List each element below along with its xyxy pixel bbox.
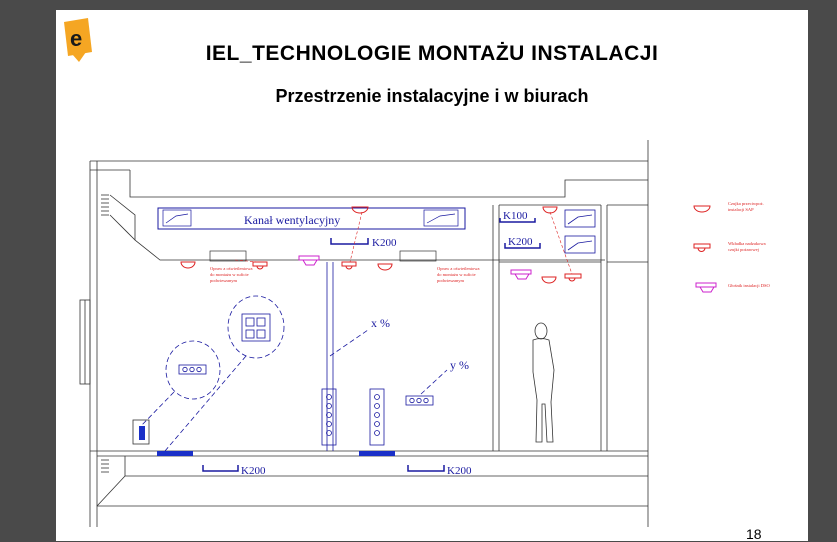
- detector-base-icon: [342, 262, 356, 269]
- speaker-icon: [696, 283, 716, 292]
- svg-text:Czujka przeciwpoż.: Czujka przeciwpoż.: [728, 201, 764, 206]
- speaker-icon: [299, 256, 319, 265]
- tray-label-k200-room: K200: [508, 236, 533, 248]
- room-grilles: [565, 210, 595, 253]
- socket-box-icons: [133, 314, 433, 445]
- tray-label-k200-ceiling: K200: [372, 237, 397, 249]
- ventilation-duct: [158, 208, 465, 229]
- support-column: [327, 262, 333, 451]
- duct-label: Kanał wentylacyjny: [244, 213, 341, 227]
- x-percent-label: x %: [371, 316, 390, 330]
- dso-speakers: [299, 256, 531, 279]
- svg-text:podwieszanym: podwieszanym: [437, 278, 464, 283]
- svg-text:podwieszanym: podwieszanym: [210, 278, 237, 283]
- svg-text:instalacji SAP: instalacji SAP: [728, 207, 754, 212]
- detector-base-icon: [565, 274, 581, 281]
- svg-text:Głośnik instalacji DSO: Głośnik instalacji DSO: [728, 283, 770, 288]
- tray-label-k200-floor-right: K200: [447, 465, 472, 477]
- page-title: IEL_TECHNOLOGIE MONTAŻU INSTALACJI: [205, 42, 659, 65]
- support-note-right: [437, 266, 480, 283]
- legend-item-smoke-detector: [694, 201, 764, 212]
- floor-box-right: [359, 451, 395, 456]
- legend: [694, 201, 770, 292]
- legend-item-detector-base: [694, 241, 766, 252]
- tray-label-k100: K100: [503, 210, 528, 222]
- svg-text:Opraw a oświetleniowa: Opraw a oświetleniowa: [437, 266, 480, 271]
- socket-callouts: [140, 296, 447, 451]
- svg-text:do montażu w suficie: do montażu w suficie: [210, 272, 249, 277]
- cable-trays: [203, 218, 540, 471]
- smoke-detector-icon: [181, 262, 195, 268]
- logo-icon: [61, 14, 94, 62]
- smoke-detector-icon: [542, 277, 556, 283]
- svg-text:Wkładka nadzakowa: Wkładka nadzakowa: [728, 241, 766, 246]
- light-fixture-right: [400, 251, 436, 261]
- y-percent-label: y %: [450, 358, 469, 372]
- detector-base-icon: [253, 262, 267, 269]
- svg-text:czujki pożarowej: czujki pożarowej: [728, 247, 759, 252]
- svg-text:do montażu w suficie: do montażu w suficie: [437, 272, 476, 277]
- tray-label-k200-floor-left: K200: [241, 465, 266, 477]
- smoke-detector-icon: [694, 206, 710, 212]
- page-subtitle: Przestrzenie instalacyjne i w biurach: [275, 86, 589, 106]
- smoke-detector-icon: [378, 264, 392, 270]
- legend-item-speaker: [696, 283, 770, 292]
- light-fixture-left: [210, 251, 246, 261]
- speaker-icon: [511, 270, 531, 279]
- person-figure-icon: [533, 323, 554, 442]
- detector-base-icon: [694, 244, 710, 252]
- building-outline: [80, 140, 648, 527]
- logo-letter: e: [70, 26, 83, 51]
- floor-box-left: [157, 451, 193, 456]
- svg-text:Opraw a oświetleniowa: Opraw a oświetleniowa: [210, 266, 253, 271]
- support-note-left: [210, 266, 253, 283]
- page-number: 18: [746, 526, 762, 542]
